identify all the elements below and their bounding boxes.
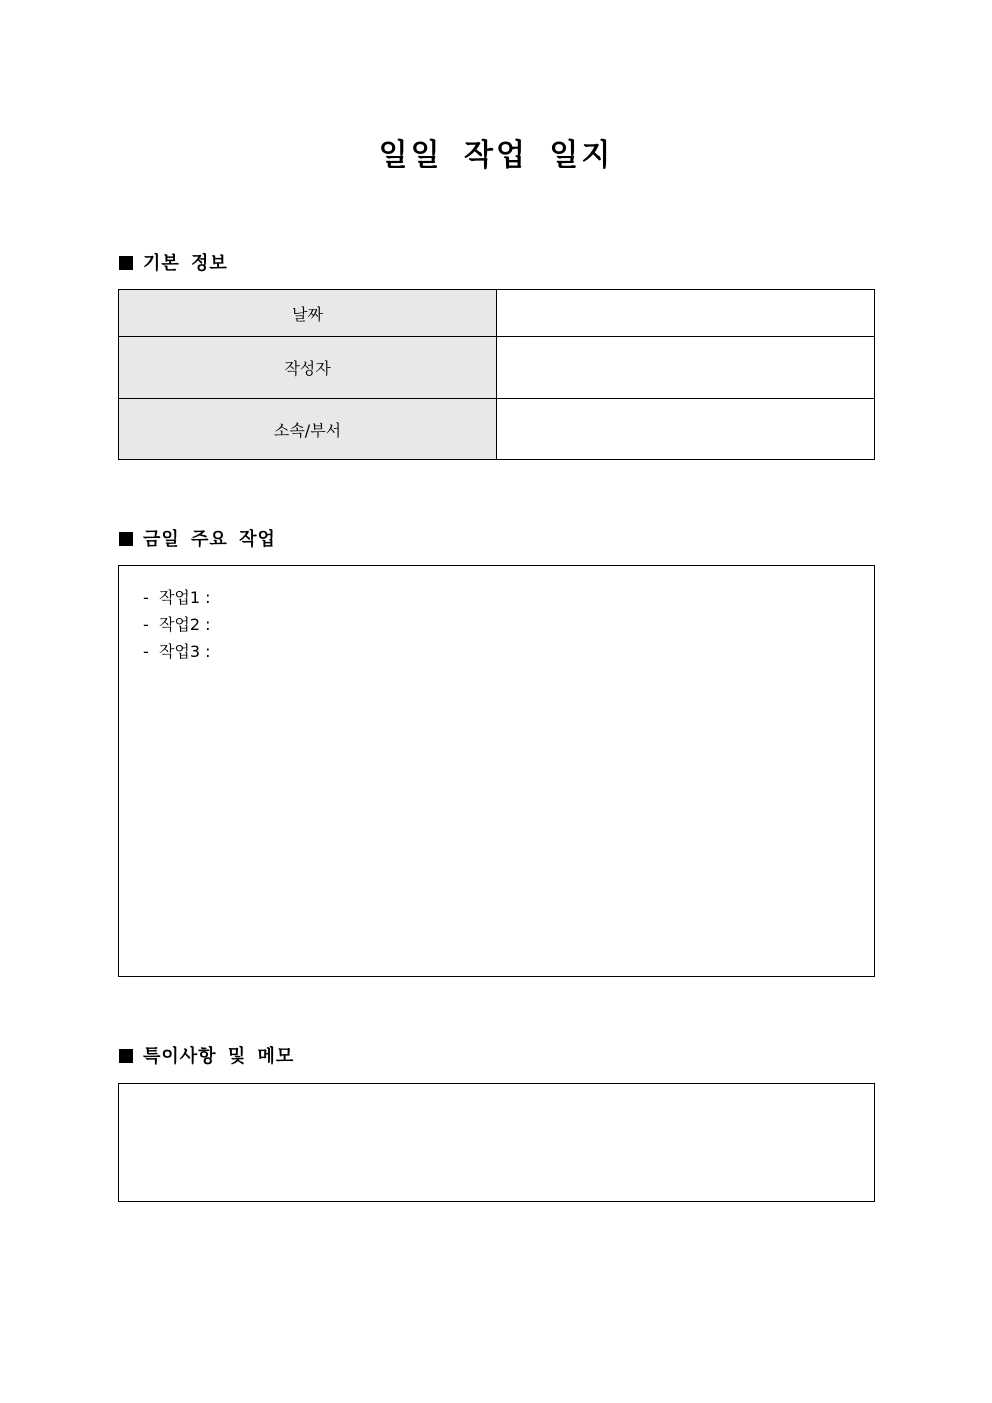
task-label: 작업3 : — [158, 642, 211, 661]
task-label: 작업2 : — [158, 615, 211, 634]
table-row — [119, 337, 875, 399]
notes-heading-text: 특이사항 및 메모 — [143, 1046, 295, 1067]
author-field[interactable] — [497, 337, 875, 399]
main-tasks-box[interactable] — [118, 565, 875, 977]
date-field[interactable] — [497, 290, 875, 337]
notes-heading — [119, 1045, 294, 1069]
main-tasks-heading — [119, 528, 276, 552]
list-item — [143, 638, 874, 665]
square-bullet-icon — [119, 532, 133, 546]
department-label: 소속/부서 — [119, 399, 497, 460]
square-bullet-icon — [119, 1049, 133, 1063]
list-dash: - — [143, 615, 149, 634]
basic-info-heading — [119, 252, 228, 276]
date-label: 날짜 — [119, 290, 497, 337]
list-dash: - — [143, 642, 149, 661]
page-title: 일일 작업 일지 — [378, 138, 614, 173]
list-item — [143, 611, 874, 638]
department-field[interactable] — [497, 399, 875, 460]
list-dash: - — [143, 588, 149, 607]
square-bullet-icon — [119, 256, 133, 270]
list-item — [143, 584, 874, 611]
notes-box[interactable] — [118, 1083, 875, 1202]
main-tasks-heading-text: 금일 주요 작업 — [143, 529, 276, 550]
task-list — [119, 566, 874, 665]
table-row — [119, 399, 875, 460]
table-row — [119, 290, 875, 337]
basic-info-table — [118, 289, 875, 460]
task-label: 작업1 : — [158, 588, 211, 607]
author-label: 작성자 — [119, 337, 497, 399]
basic-info-heading-text: 기본 정보 — [143, 253, 228, 274]
